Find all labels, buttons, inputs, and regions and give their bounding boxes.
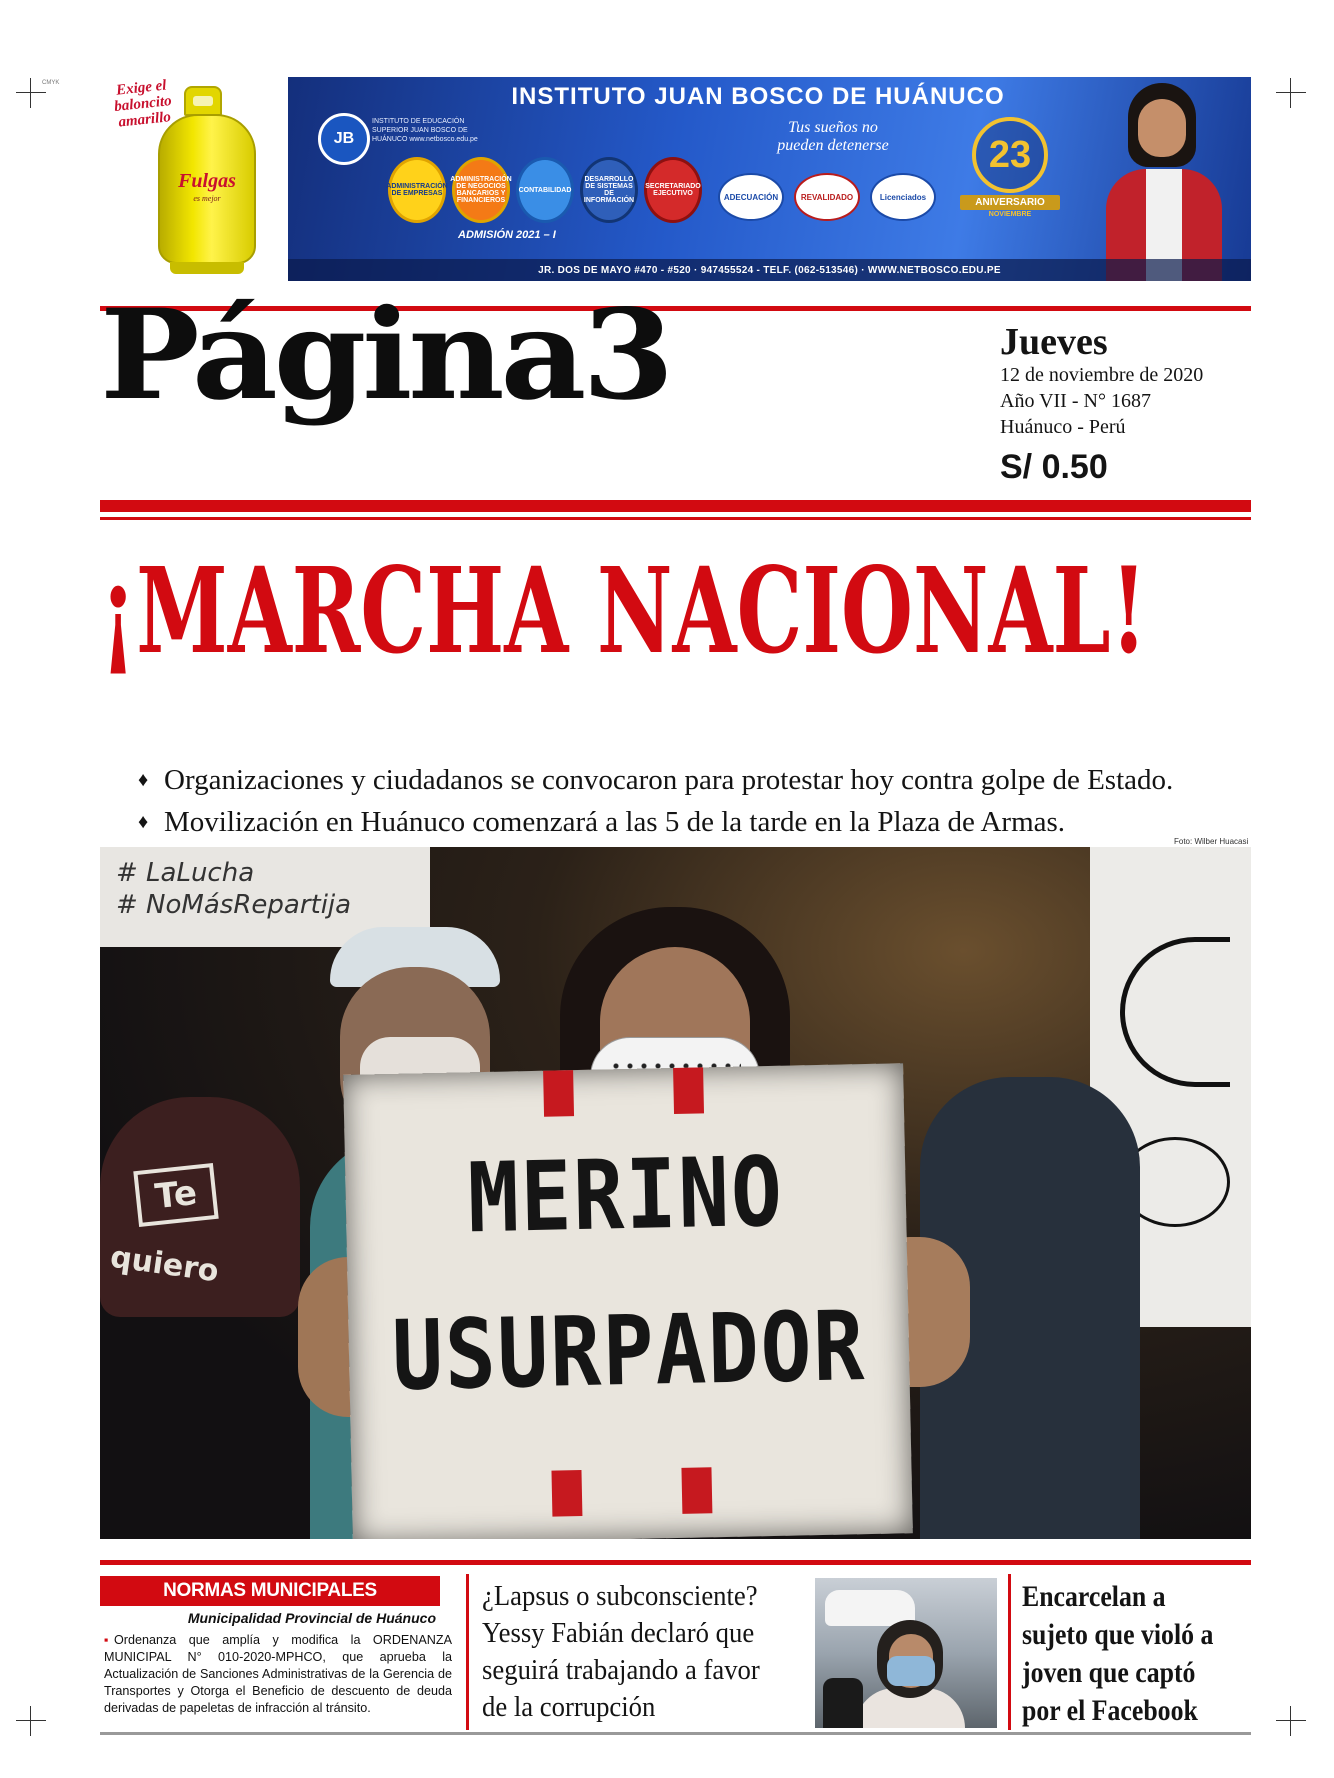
program-badge: DESARROLLO DE SISTEMAS DE INFORMACIÓN [580,157,638,223]
edition-date: 12 de noviembre de 2020 [1000,364,1204,386]
institute-logo-icon: JB [318,113,370,165]
normas-header: NORMAS MUNICIPALES [100,1576,440,1606]
edition-price: S/ 0.50 [1000,448,1108,486]
column-divider [1008,1574,1011,1730]
normas-text[interactable]: ▪ Ordenanza que amplía y modifica la ORDENANZA MUNICIPAL N° 010-2020-MPHCO, que aprueba la Actualización de Sanciones Administrativas de la Gerencia de Transportes y Otorga el Beneficio de descuento de deuda derivadas de papeletas de infracción al tránsito. [104,1632,452,1717]
crop-mark-bottom-right [1276,1706,1306,1736]
crop-mark-top-right [1276,78,1306,108]
anniversary-seal [960,117,1060,227]
anniversary-label: ANIVERSARIO [960,195,1060,210]
masthead-bottom-rule [100,500,1251,512]
program-badges [388,157,702,223]
sign-main-line: USURPADOR [391,1290,867,1412]
program-badge: ADMINISTRACIÓN DE EMPRESAS [388,157,446,223]
protest-sign-main [343,1063,913,1539]
accreditation-badges [718,173,936,221]
sign-hashtag: # LaLucha [116,858,255,888]
banner-admission: ADMISIÓN 2021 – I [458,229,556,241]
lead-bullet-text: Movilización en Huánuco comenzará a las 5 de la tarde en la Plaza de Armas. [164,806,1066,838]
microphone-icon [823,1678,863,1728]
lead-photo[interactable] [100,847,1251,1539]
edition-number: Año VII - N° 1687 [1000,390,1151,412]
gas-ad-tagline: es mejor [193,194,221,203]
protest-heart-sign [100,1097,300,1317]
fulgas-ad[interactable] [100,78,280,278]
edition-location: Huánuco - Perú [1000,416,1126,438]
photo-credit: Foto: Wilber Huacasi [1174,837,1249,846]
story-photo-interview[interactable] [815,1578,997,1728]
accreditation-badge: ADECUACIÓN [718,173,784,221]
gas-ad-slogan: Exige el baloncito amarillo [113,77,173,131]
lead-bullet [138,806,1065,839]
cmyk-mark: CMYK [42,80,60,86]
story-headline-middle[interactable]: ¿Lapsus o subconsciente? Yessy Fabián declaró que seguirá trabajando a favor de la corrupción [482,1580,760,1723]
crop-mark-bottom-left [16,1706,46,1736]
program-badge: ADMINISTRACIÓN DE NEGOCIOS BANCARIOS Y FINANCIEROS [452,157,510,223]
gas-cylinder-valve-icon [184,86,222,116]
institute-banner-ad[interactable] [288,77,1251,281]
institute-logo-text: INSTITUTO DE EDUCACIÓN SUPERIOR JUAN BOSCO DE HUÁNUCO www.netbosco.edu.pe [372,118,478,143]
normas-subheader: Municipalidad Provincial de Huánuco [187,1610,436,1626]
heart-sign-word: Te [133,1163,218,1227]
masthead-bottom-thin-rule [100,517,1251,520]
program-badge: CONTABILIDAD [516,157,574,223]
lead-bullet [138,764,1173,797]
footer-rule [100,1732,1251,1735]
banner-address: JR. DOS DE MAYO #470 - #520 · 947455524 - TELF. (062-513546) · WWW.NETBOSCO.EDU.PE [288,259,1251,281]
lead-bullet-text: Organizaciones y ciudadanos se convocaron para protestar hoy contra golpe de Estado. [164,764,1174,796]
sign-main-line: MERINO [466,1135,785,1255]
column-divider [466,1574,469,1730]
lead-headline[interactable]: ¡MARCHA NACIONAL! [100,541,1147,680]
accreditation-badge: Licenciados [870,173,936,221]
sign-hashtag: # NoMásRepartija [116,890,352,920]
gas-cylinder-base [170,262,244,274]
edition-day: Jueves [1000,321,1108,363]
banner-title: INSTITUTO JUAN BOSCO DE HUÁNUCO [511,83,1005,110]
anniversary-month: NOVIEMBRE [988,211,1032,218]
program-badge: SECRETARIADO EJECUTIVO [644,157,702,223]
accreditation-badge: REVALIDADO [794,173,860,221]
heart-sign-word: quiero [108,1239,221,1290]
newspaper-title: Página3 [100,283,671,428]
laurel-wreath-icon: 23 [972,117,1048,193]
banner-tagline: Tus sueños no pueden detenerse [777,119,889,154]
diamond-bullet-icon: ♦ [138,811,149,833]
section-divider [100,1560,1251,1565]
gas-ad-brand: Fulgas [178,170,236,192]
story-headline-right[interactable]: Encarcelan a sujeto que violó a joven que captó por el Facebook [1022,1580,1214,1727]
banner-student-photo [1088,77,1238,281]
diamond-bullet-icon: ♦ [138,769,149,791]
